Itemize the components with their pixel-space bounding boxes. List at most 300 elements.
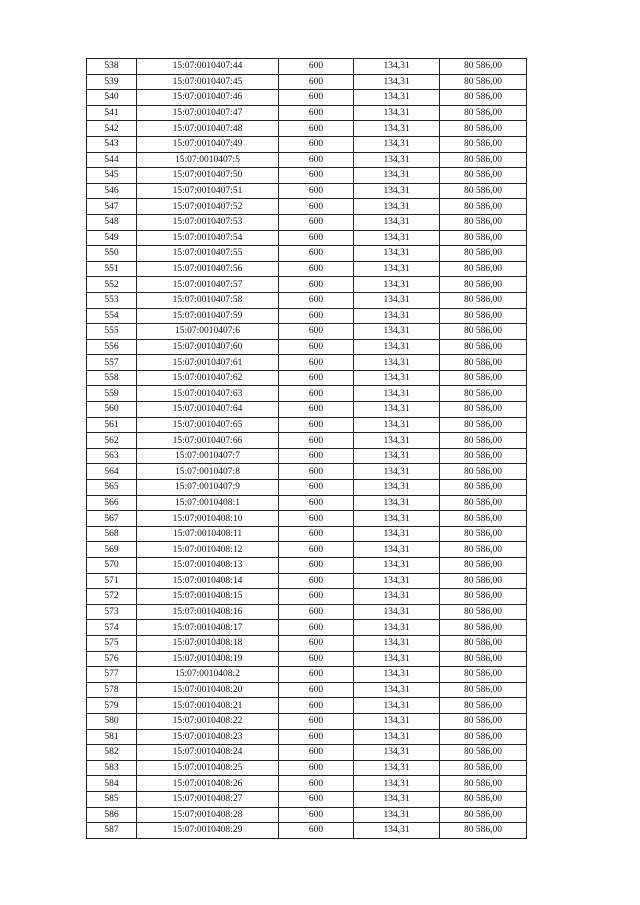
cadastral-number-cell: 15:07:0010407:51 [137,183,279,199]
value-cell: 80 586,00 [440,324,527,340]
row-number-cell: 581 [87,729,137,745]
row-number-cell: 558 [87,370,137,386]
price-cell: 134,31 [354,729,440,745]
area-cell: 600 [279,121,354,137]
table-row [87,620,527,636]
cadastral-number-cell: 15:07:0010408:10 [137,511,279,527]
price-cell: 134,31 [354,324,440,340]
area-cell: 600 [279,355,354,371]
cadastral-number-cell: 15:07:0010407:61 [137,355,279,371]
value-cell: 80 586,00 [440,370,527,386]
row-number-cell: 540 [87,90,137,106]
table-row [87,682,527,698]
price-cell: 134,31 [354,667,440,683]
row-number-cell: 543 [87,136,137,152]
value-cell: 80 586,00 [440,573,527,589]
area-cell: 600 [279,651,354,667]
row-number-cell: 580 [87,713,137,729]
row-number-cell: 556 [87,339,137,355]
table-row [87,292,527,308]
area-cell: 600 [279,542,354,558]
price-cell: 134,31 [354,542,440,558]
price-cell: 134,31 [354,214,440,230]
price-cell: 134,31 [354,433,440,449]
table-row [87,791,527,807]
table-row [87,386,527,402]
area-cell: 600 [279,807,354,823]
row-number-cell: 563 [87,448,137,464]
cadastral-number-cell: 15:07:0010407:44 [137,59,279,75]
table-row [87,433,527,449]
table-row [87,807,527,823]
value-cell: 80 586,00 [440,105,527,121]
price-cell: 134,31 [354,635,440,651]
value-cell: 80 586,00 [440,729,527,745]
area-cell: 600 [279,480,354,496]
table-row [87,573,527,589]
price-cell: 134,31 [354,152,440,168]
value-cell: 80 586,00 [440,667,527,683]
cadastral-number-cell: 15:07:0010407:9 [137,480,279,496]
value-cell: 80 586,00 [440,651,527,667]
value-cell: 80 586,00 [440,791,527,807]
area-cell: 600 [279,464,354,480]
value-cell: 80 586,00 [440,807,527,823]
table-row [87,464,527,480]
table-row [87,246,527,262]
area-cell: 600 [279,511,354,527]
price-cell: 134,31 [354,558,440,574]
table-row [87,635,527,651]
row-number-cell: 550 [87,246,137,262]
table-row [87,230,527,246]
value-cell: 80 586,00 [440,433,527,449]
price-cell: 134,31 [354,823,440,839]
value-cell: 80 586,00 [440,745,527,761]
table-row [87,324,527,340]
area-cell: 600 [279,713,354,729]
area-cell: 600 [279,558,354,574]
row-number-cell: 560 [87,402,137,418]
price-cell: 134,31 [354,448,440,464]
row-number-cell: 557 [87,355,137,371]
table-row [87,558,527,574]
value-cell: 80 586,00 [440,604,527,620]
table-row [87,214,527,230]
value-cell: 80 586,00 [440,246,527,262]
value-cell: 80 586,00 [440,620,527,636]
value-cell: 80 586,00 [440,589,527,605]
cadastral-number-cell: 15:07:0010408:22 [137,713,279,729]
table-row [87,745,527,761]
value-cell: 80 586,00 [440,713,527,729]
cadastral-number-cell: 15:07:0010407:48 [137,121,279,137]
row-number-cell: 565 [87,480,137,496]
value-cell: 80 586,00 [440,386,527,402]
table-row [87,136,527,152]
cadastral-number-cell: 15:07:0010407:59 [137,308,279,324]
price-cell: 134,31 [354,511,440,527]
cadastral-number-cell: 15:07:0010408:24 [137,745,279,761]
cadastral-number-cell: 15:07:0010408:23 [137,729,279,745]
row-number-cell: 553 [87,292,137,308]
cadastral-number-cell: 15:07:0010408:18 [137,635,279,651]
table-row [87,542,527,558]
row-number-cell: 564 [87,464,137,480]
price-cell: 134,31 [354,339,440,355]
value-cell: 80 586,00 [440,558,527,574]
cadastral-number-cell: 15:07:0010408:26 [137,776,279,792]
area-cell: 600 [279,324,354,340]
price-cell: 134,31 [354,355,440,371]
cadastral-number-cell: 15:07:0010408:17 [137,620,279,636]
cadastral-number-cell: 15:07:0010407:6 [137,324,279,340]
value-cell: 80 586,00 [440,277,527,293]
price-cell: 134,31 [354,698,440,714]
area-cell: 600 [279,230,354,246]
cadastral-number-cell: 15:07:0010408:20 [137,682,279,698]
area-cell: 600 [279,698,354,714]
area-cell: 600 [279,620,354,636]
table-row [87,713,527,729]
row-number-cell: 573 [87,604,137,620]
cadastral-number-cell: 15:07:0010407:49 [137,136,279,152]
row-number-cell: 561 [87,417,137,433]
price-cell: 134,31 [354,682,440,698]
price-cell: 134,31 [354,292,440,308]
row-number-cell: 546 [87,183,137,199]
area-cell: 600 [279,183,354,199]
price-cell: 134,31 [354,59,440,75]
cadastral-number-cell: 15:07:0010407:60 [137,339,279,355]
value-cell: 80 586,00 [440,90,527,106]
row-number-cell: 554 [87,308,137,324]
price-cell: 134,31 [354,90,440,106]
row-number-cell: 569 [87,542,137,558]
value-cell: 80 586,00 [440,136,527,152]
cadastral-number-cell: 15:07:0010407:8 [137,464,279,480]
price-cell: 134,31 [354,745,440,761]
value-cell: 80 586,00 [440,511,527,527]
area-cell: 600 [279,277,354,293]
price-cell: 134,31 [354,121,440,137]
table-row [87,448,527,464]
price-cell: 134,31 [354,760,440,776]
cadastral-number-cell: 15:07:0010407:46 [137,90,279,106]
value-cell: 80 586,00 [440,760,527,776]
table-row [87,355,527,371]
cadastral-number-cell: 15:07:0010408:29 [137,823,279,839]
row-number-cell: 566 [87,495,137,511]
table-row [87,480,527,496]
price-cell: 134,31 [354,620,440,636]
area-cell: 600 [279,589,354,605]
table-row [87,776,527,792]
row-number-cell: 579 [87,698,137,714]
table-body [87,59,527,839]
row-number-cell: 545 [87,168,137,184]
cadastral-number-cell: 15:07:0010407:63 [137,386,279,402]
price-cell: 134,31 [354,573,440,589]
price-cell: 134,31 [354,589,440,605]
row-number-cell: 539 [87,74,137,90]
cadastral-number-cell: 15:07:0010407:50 [137,168,279,184]
price-cell: 134,31 [354,230,440,246]
price-cell: 134,31 [354,776,440,792]
area-cell: 600 [279,417,354,433]
area-cell: 600 [279,760,354,776]
value-cell: 80 586,00 [440,823,527,839]
price-cell: 134,31 [354,136,440,152]
table-row [87,370,527,386]
table-row [87,729,527,745]
cadastral-number-cell: 15:07:0010408:2 [137,667,279,683]
table-row [87,823,527,839]
table-row [87,308,527,324]
cadastral-number-cell: 15:07:0010408:15 [137,589,279,605]
row-number-cell: 552 [87,277,137,293]
table-row [87,589,527,605]
cadastral-number-cell: 15:07:0010408:13 [137,558,279,574]
price-cell: 134,31 [354,277,440,293]
value-cell: 80 586,00 [440,417,527,433]
cadastral-number-cell: 15:07:0010407:53 [137,214,279,230]
row-number-cell: 541 [87,105,137,121]
area-cell: 600 [279,604,354,620]
table-row [87,183,527,199]
area-cell: 600 [279,308,354,324]
area-cell: 600 [279,386,354,402]
cadastral-number-cell: 15:07:0010407:62 [137,370,279,386]
value-cell: 80 586,00 [440,183,527,199]
table-row [87,90,527,106]
table-row [87,261,527,277]
area-cell: 600 [279,402,354,418]
value-cell: 80 586,00 [440,480,527,496]
area-cell: 600 [279,495,354,511]
cadastral-number-cell: 15:07:0010407:55 [137,246,279,262]
cadastral-number-cell: 15:07:0010407:66 [137,433,279,449]
table-row [87,121,527,137]
row-number-cell: 555 [87,324,137,340]
value-cell: 80 586,00 [440,355,527,371]
cadastral-number-cell: 15:07:0010407:47 [137,105,279,121]
area-cell: 600 [279,370,354,386]
table-row [87,277,527,293]
price-cell: 134,31 [354,370,440,386]
price-cell: 134,31 [354,183,440,199]
row-number-cell: 542 [87,121,137,137]
row-number-cell: 544 [87,152,137,168]
table-row [87,417,527,433]
cadastral-number-cell: 15:07:0010408:27 [137,791,279,807]
price-cell: 134,31 [354,495,440,511]
row-number-cell: 583 [87,760,137,776]
row-number-cell: 571 [87,573,137,589]
cadastral-number-cell: 15:07:0010407:58 [137,292,279,308]
row-number-cell: 568 [87,526,137,542]
area-cell: 600 [279,152,354,168]
area-cell: 600 [279,823,354,839]
area-cell: 600 [279,214,354,230]
row-number-cell: 576 [87,651,137,667]
price-cell: 134,31 [354,199,440,215]
row-number-cell: 570 [87,558,137,574]
area-cell: 600 [279,776,354,792]
row-number-cell: 549 [87,230,137,246]
area-cell: 600 [279,635,354,651]
row-number-cell: 559 [87,386,137,402]
value-cell: 80 586,00 [440,121,527,137]
area-cell: 600 [279,292,354,308]
price-cell: 134,31 [354,308,440,324]
row-number-cell: 567 [87,511,137,527]
cadastral-number-cell: 15:07:0010408:25 [137,760,279,776]
cadastral-number-cell: 15:07:0010408:14 [137,573,279,589]
row-number-cell: 572 [87,589,137,605]
price-cell: 134,31 [354,417,440,433]
value-cell: 80 586,00 [440,698,527,714]
value-cell: 80 586,00 [440,635,527,651]
value-cell: 80 586,00 [440,776,527,792]
price-cell: 134,31 [354,480,440,496]
row-number-cell: 578 [87,682,137,698]
area-cell: 600 [279,745,354,761]
price-cell: 134,31 [354,807,440,823]
value-cell: 80 586,00 [440,292,527,308]
row-number-cell: 586 [87,807,137,823]
price-cell: 134,31 [354,402,440,418]
area-cell: 600 [279,448,354,464]
value-cell: 80 586,00 [440,74,527,90]
price-cell: 134,31 [354,604,440,620]
cadastral-number-cell: 15:07:0010407:45 [137,74,279,90]
row-number-cell: 562 [87,433,137,449]
area-cell: 600 [279,667,354,683]
price-cell: 134,31 [354,526,440,542]
area-cell: 600 [279,526,354,542]
row-number-cell: 538 [87,59,137,75]
area-cell: 600 [279,573,354,589]
area-cell: 600 [279,199,354,215]
cadastral-number-cell: 15:07:0010407:5 [137,152,279,168]
table-row [87,105,527,121]
cadastral-number-cell: 15:07:0010408:28 [137,807,279,823]
row-number-cell: 551 [87,261,137,277]
row-number-cell: 577 [87,667,137,683]
value-cell: 80 586,00 [440,152,527,168]
table-row [87,511,527,527]
table-row [87,152,527,168]
value-cell: 80 586,00 [440,199,527,215]
value-cell: 80 586,00 [440,495,527,511]
area-cell: 600 [279,791,354,807]
area-cell: 600 [279,105,354,121]
row-number-cell: 575 [87,635,137,651]
value-cell: 80 586,00 [440,230,527,246]
table-row [87,760,527,776]
table-row [87,339,527,355]
area-cell: 600 [279,433,354,449]
area-cell: 600 [279,136,354,152]
row-number-cell: 548 [87,214,137,230]
area-cell: 600 [279,339,354,355]
area-cell: 600 [279,682,354,698]
price-cell: 134,31 [354,168,440,184]
value-cell: 80 586,00 [440,526,527,542]
value-cell: 80 586,00 [440,261,527,277]
area-cell: 600 [279,729,354,745]
price-cell: 134,31 [354,651,440,667]
price-cell: 134,31 [354,105,440,121]
value-cell: 80 586,00 [440,59,527,75]
cadastral-number-cell: 15:07:0010407:54 [137,230,279,246]
table-row [87,59,527,75]
area-cell: 600 [279,261,354,277]
price-cell: 134,31 [354,386,440,402]
table-row [87,526,527,542]
cadastral-number-cell: 15:07:0010408:11 [137,526,279,542]
cadastral-number-cell: 15:07:0010408:19 [137,651,279,667]
area-cell: 600 [279,90,354,106]
price-cell: 134,31 [354,713,440,729]
row-number-cell: 585 [87,791,137,807]
area-cell: 600 [279,74,354,90]
cadastral-number-cell: 15:07:0010408:21 [137,698,279,714]
area-cell: 600 [279,168,354,184]
cadastral-number-cell: 15:07:0010407:57 [137,277,279,293]
cadastral-number-cell: 15:07:0010408:16 [137,604,279,620]
price-cell: 134,31 [354,791,440,807]
value-cell: 80 586,00 [440,168,527,184]
row-number-cell: 547 [87,199,137,215]
table-row [87,495,527,511]
cadastral-number-cell: 15:07:0010408:12 [137,542,279,558]
price-cell: 134,31 [354,464,440,480]
cadastral-number-cell: 15:07:0010407:52 [137,199,279,215]
value-cell: 80 586,00 [440,339,527,355]
value-cell: 80 586,00 [440,464,527,480]
value-cell: 80 586,00 [440,214,527,230]
table-row [87,698,527,714]
value-cell: 80 586,00 [440,682,527,698]
table-row [87,667,527,683]
row-number-cell: 574 [87,620,137,636]
table-row [87,604,527,620]
row-number-cell: 587 [87,823,137,839]
land-parcel-table [86,58,527,839]
cadastral-number-cell: 15:07:0010407:56 [137,261,279,277]
table-row [87,168,527,184]
value-cell: 80 586,00 [440,402,527,418]
price-cell: 134,31 [354,74,440,90]
price-cell: 134,31 [354,246,440,262]
price-cell: 134,31 [354,261,440,277]
row-number-cell: 582 [87,745,137,761]
table-row [87,402,527,418]
cadastral-number-cell: 15:07:0010408:1 [137,495,279,511]
table-row [87,199,527,215]
cadastral-number-cell: 15:07:0010407:7 [137,448,279,464]
area-cell: 600 [279,246,354,262]
value-cell: 80 586,00 [440,308,527,324]
row-number-cell: 584 [87,776,137,792]
value-cell: 80 586,00 [440,448,527,464]
table-row [87,74,527,90]
value-cell: 80 586,00 [440,542,527,558]
table-row [87,651,527,667]
area-cell: 600 [279,59,354,75]
